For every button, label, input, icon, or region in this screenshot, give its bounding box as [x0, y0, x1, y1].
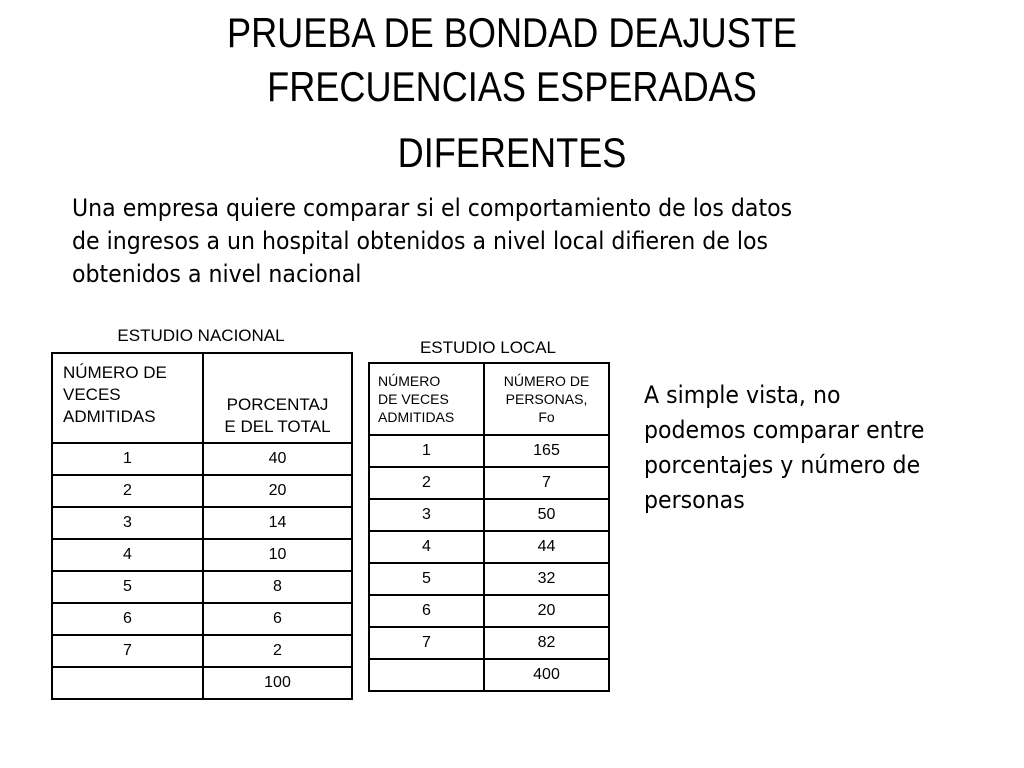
header-cell-veces	[369, 363, 484, 435]
table-cell: 20	[484, 595, 609, 627]
header-text: VECES	[63, 385, 121, 404]
intro-line: de ingresos a un hospital obtenidos a nivel local difieren de los	[72, 227, 769, 255]
table-cell: 4	[52, 539, 203, 571]
nacional-caption: ESTUDIO NACIONAL	[117, 326, 285, 345]
table-cell: 7	[369, 627, 484, 659]
header-cell-veces	[52, 353, 203, 443]
table-cell: 5	[52, 571, 203, 603]
table-cell: 3	[369, 499, 484, 531]
table-row	[52, 635, 352, 667]
note-line: personas	[644, 486, 745, 514]
table-cell: 2	[203, 635, 352, 667]
table-row	[52, 443, 352, 475]
note-paragraph	[644, 378, 961, 518]
header-text: NÚMERO	[378, 373, 441, 389]
title-line-1: PRUEBA DE BONDAD DEAJUSTE	[226, 9, 798, 56]
header-cell-porcentaje	[203, 353, 352, 443]
table-row	[369, 435, 609, 467]
table-cell: 1	[369, 435, 484, 467]
table-cell: 1	[52, 443, 203, 475]
header-text: PORCENTAJ	[226, 395, 329, 414]
table-total-row	[52, 667, 352, 699]
table-cell: 50	[484, 499, 609, 531]
table-row	[52, 507, 352, 539]
table-row	[369, 627, 609, 659]
intro-paragraph	[72, 192, 836, 291]
table-row	[369, 531, 609, 563]
table-row	[369, 595, 609, 627]
table-cell: 6	[203, 603, 352, 635]
header-text: ADMITIDAS	[378, 409, 455, 425]
table-cell: 400	[484, 659, 609, 691]
note-line: porcentajes y número de	[644, 451, 921, 479]
table-row	[369, 467, 609, 499]
table-row	[369, 563, 609, 595]
table-total-row	[369, 659, 609, 691]
table-cell: 44	[484, 531, 609, 563]
header-text: DE VECES	[378, 391, 449, 407]
table-cell: 8	[203, 571, 352, 603]
header-text: E DEL TOTAL	[224, 417, 331, 436]
table-cell: 3	[52, 507, 203, 539]
table-cell: 32	[484, 563, 609, 595]
header-text: Fo	[538, 409, 555, 425]
table-cell: 14	[203, 507, 352, 539]
table-row	[369, 499, 609, 531]
table-cell: 5	[369, 563, 484, 595]
header-text: NÚMERO DE	[503, 373, 590, 389]
table-cell: 10	[203, 539, 352, 571]
title-line-3: DIFERENTES	[397, 129, 627, 176]
table-cell: 6	[52, 603, 203, 635]
header-text: PERSONAS,	[505, 391, 588, 407]
table-cell: 82	[484, 627, 609, 659]
intro-line: obtenidos a nivel nacional	[72, 260, 362, 288]
table-cell: 7	[52, 635, 203, 667]
table-header-row	[52, 353, 352, 443]
table-cell: 6	[369, 595, 484, 627]
table-cell	[52, 667, 203, 699]
table-cell	[369, 659, 484, 691]
table-cell: 7	[484, 467, 609, 499]
table-row	[52, 603, 352, 635]
local-table	[368, 362, 610, 692]
header-text: ADMITIDAS	[63, 407, 156, 426]
table-cell: 4	[369, 531, 484, 563]
table-cell: 20	[203, 475, 352, 507]
table-cell: 2	[52, 475, 203, 507]
local-caption: ESTUDIO LOCAL	[419, 338, 557, 357]
table-cell: 100	[203, 667, 352, 699]
table-cell: 2	[369, 467, 484, 499]
table-header-row	[369, 363, 609, 435]
note-line: podemos comparar entre	[644, 416, 925, 444]
intro-line: Una empresa quiere comparar si el comportamiento de los datos	[72, 194, 793, 222]
title-line-2: FRECUENCIAS ESPERADAS	[267, 63, 757, 110]
table-row	[52, 539, 352, 571]
note-line: A simple vista, no	[644, 381, 841, 409]
table-row	[52, 571, 352, 603]
header-cell-personas	[484, 363, 609, 435]
table-row	[52, 475, 352, 507]
nacional-table	[51, 352, 353, 700]
table-cell: 165	[484, 435, 609, 467]
table-cell: 40	[203, 443, 352, 475]
header-text: NÚMERO DE	[63, 363, 167, 382]
